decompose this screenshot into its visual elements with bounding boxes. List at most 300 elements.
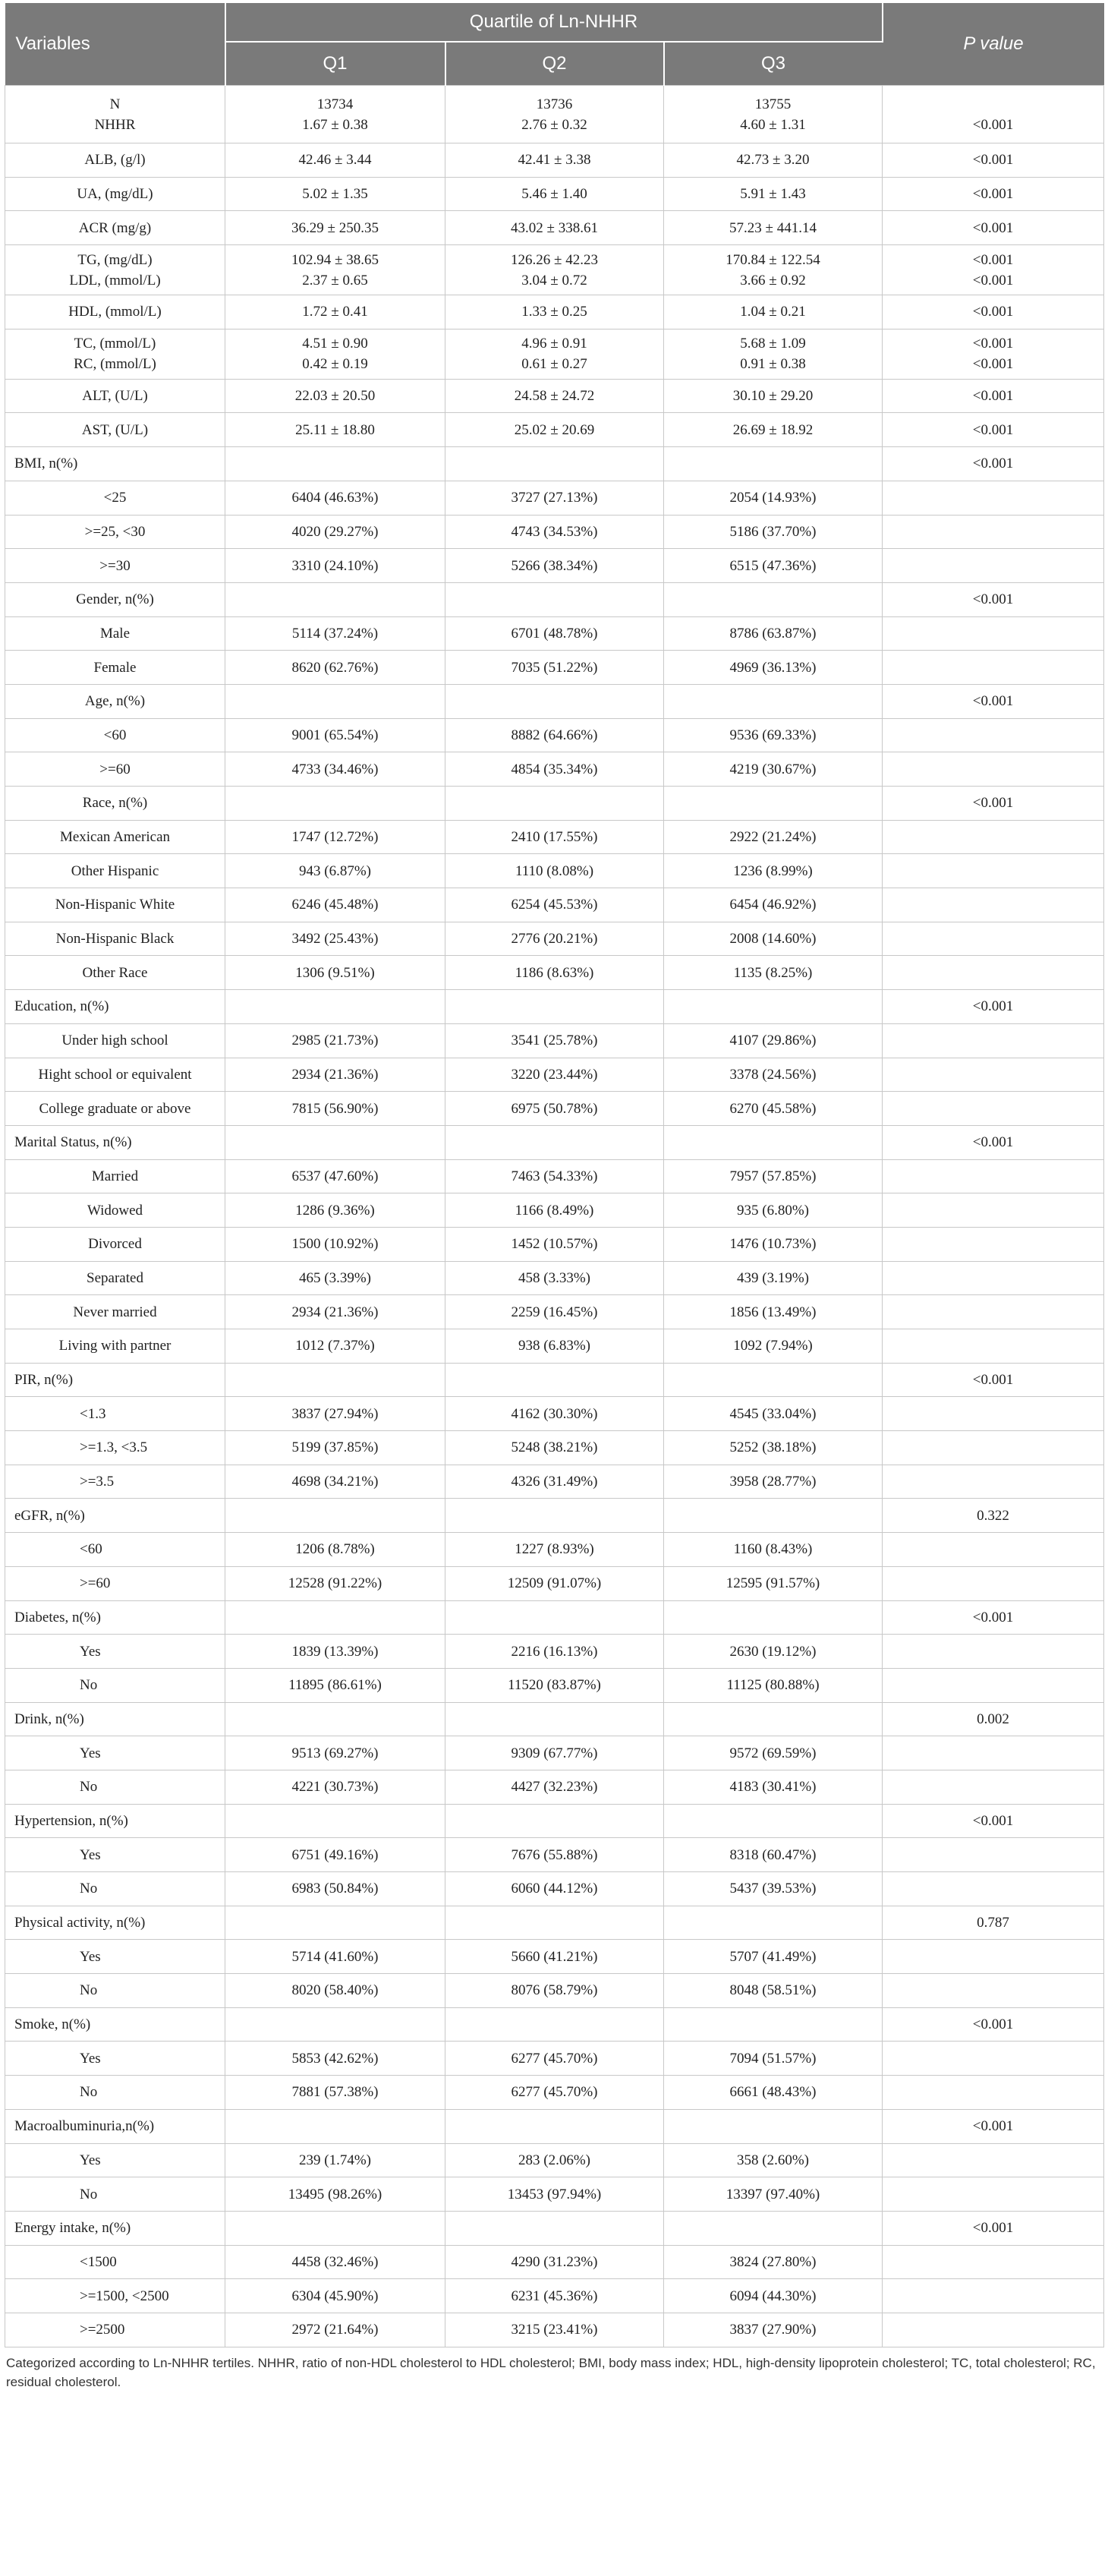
cell-q3: 1092 (7.94%) — [664, 1329, 883, 1364]
cell-p-value: <0.001 — [883, 2109, 1104, 2143]
cell-p-value: <0.001 — [883, 295, 1104, 329]
row-label: >=1500, <2500 — [5, 2279, 225, 2313]
cell-q3: 42.73 ± 3.20 — [664, 143, 883, 178]
table-row — [5, 1227, 1104, 1261]
table-container — [5, 3, 1103, 2392]
cell-q1 — [225, 1702, 445, 1736]
cell-q1: 11895 (86.61%) — [225, 1668, 445, 1702]
cell-q2: 1110 (8.08%) — [445, 854, 664, 888]
cell-q3: 6094 (44.30%) — [664, 2279, 883, 2313]
cell-q3: 5186 (37.70%) — [664, 515, 883, 549]
cell-q3 — [664, 1499, 883, 1533]
row-label: <1.3 — [5, 1397, 225, 1431]
cell-q3: 3837 (27.90%) — [664, 2313, 883, 2347]
cell-q2: 8882 (64.66%) — [445, 718, 664, 752]
cell-q3: 2630 (19.12%) — [664, 1635, 883, 1669]
cell-q1: 5199 (37.85%) — [225, 1431, 445, 1465]
table-row — [5, 2143, 1104, 2177]
table-row — [5, 854, 1104, 888]
header-q1: Q1 — [225, 42, 445, 86]
cell-q3: 6270 (45.58%) — [664, 1092, 883, 1126]
row-label: Hypertension, n(%) — [5, 1804, 225, 1838]
cell-q2: 4326 (31.49%) — [445, 1465, 664, 1499]
row-label: Separated — [5, 1261, 225, 1295]
cell-q2: 9309 (67.77%) — [445, 1736, 664, 1770]
cell-p-value: 0.787 — [883, 1906, 1104, 1940]
table-row — [5, 143, 1104, 178]
cell-p-value: <0.001 — [883, 379, 1104, 413]
table-row — [5, 2042, 1104, 2076]
cell-p-value — [883, 854, 1104, 888]
cell-q2: 25.02 ± 20.69 — [445, 413, 664, 447]
table-row — [5, 888, 1104, 922]
row-label: No — [5, 2076, 225, 2110]
cell-q2 — [445, 1906, 664, 1940]
table-row — [5, 515, 1104, 549]
cell-q3 — [664, 2211, 883, 2245]
row-label: Divorced — [5, 1227, 225, 1261]
cell-q1: 3492 (25.43%) — [225, 922, 445, 956]
cell-q1: 42.46 ± 3.44 — [225, 143, 445, 178]
row-label: No — [5, 1770, 225, 1804]
cell-p-value — [883, 2279, 1104, 2313]
cell-q2: 7463 (54.33%) — [445, 1159, 664, 1193]
cell-q3 — [664, 1600, 883, 1635]
cell-q3: 5.91 ± 1.43 — [664, 177, 883, 211]
cell-q2: 3220 (23.44%) — [445, 1058, 664, 1092]
cell-q2 — [445, 2109, 664, 2143]
cell-q2 — [445, 787, 664, 821]
cell-p-value — [883, 1566, 1104, 1600]
cell-q2: 6277 (45.70%) — [445, 2076, 664, 2110]
cell-p-value — [883, 1092, 1104, 1126]
cell-q2 — [445, 1600, 664, 1635]
cell-q1: 36.29 ± 250.35 — [225, 211, 445, 245]
cell-q1: 3310 (24.10%) — [225, 549, 445, 583]
cell-q2: 5.46 ± 1.40 — [445, 177, 664, 211]
cell-q1: 6304 (45.90%) — [225, 2279, 445, 2313]
cell-q3: 13755 4.60 ± 1.31 — [664, 86, 883, 143]
cell-q3 — [664, 2007, 883, 2042]
cell-q1: 5853 (42.62%) — [225, 2042, 445, 2076]
cell-q1: 6246 (45.48%) — [225, 888, 445, 922]
table-row — [5, 1261, 1104, 1295]
cell-q3: 4545 (33.04%) — [664, 1397, 883, 1431]
cell-p-value: <0.001 — [883, 447, 1104, 481]
cell-q2: 42.41 ± 3.38 — [445, 143, 664, 178]
table-row — [5, 379, 1104, 413]
cell-q3: 30.10 ± 29.20 — [664, 379, 883, 413]
cell-q3: 7957 (57.85%) — [664, 1159, 883, 1193]
cell-q2: 12509 (91.07%) — [445, 1566, 664, 1600]
table-row — [5, 990, 1104, 1024]
cell-q3: 1476 (10.73%) — [664, 1227, 883, 1261]
cell-p-value: <0.001 — [883, 2211, 1104, 2245]
table-row — [5, 1940, 1104, 1974]
cell-q1 — [225, 582, 445, 616]
row-label: Yes — [5, 1635, 225, 1669]
cell-q2: 2776 (20.21%) — [445, 922, 664, 956]
cell-p-value — [883, 1193, 1104, 1228]
cell-p-value — [883, 2245, 1104, 2279]
cell-q3: 8048 (58.51%) — [664, 1974, 883, 2008]
cell-q1: 5714 (41.60%) — [225, 1940, 445, 1974]
cell-q2 — [445, 684, 664, 718]
table-row — [5, 1838, 1104, 1872]
cell-q2: 1227 (8.93%) — [445, 1533, 664, 1567]
row-label: Gender, n(%) — [5, 582, 225, 616]
row-label: Yes — [5, 1940, 225, 1974]
cell-q2: 13736 2.76 ± 0.32 — [445, 86, 664, 143]
cell-p-value: <0.001 — [883, 2007, 1104, 2042]
cell-q3: 4183 (30.41%) — [664, 1770, 883, 1804]
cell-p-value — [883, 820, 1104, 854]
cell-q2 — [445, 582, 664, 616]
row-label: Male — [5, 616, 225, 651]
cell-q3: 7094 (51.57%) — [664, 2042, 883, 2076]
row-label: Marital Status, n(%) — [5, 1125, 225, 1159]
header-q2: Q2 — [445, 42, 664, 86]
cell-q2: 1166 (8.49%) — [445, 1193, 664, 1228]
table-row — [5, 1295, 1104, 1329]
cell-q3 — [664, 2109, 883, 2143]
cell-q1 — [225, 1906, 445, 1940]
cell-q2 — [445, 990, 664, 1024]
cell-p-value — [883, 651, 1104, 685]
cell-q3: 439 (3.19%) — [664, 1261, 883, 1295]
cell-q1: 13734 1.67 ± 0.38 — [225, 86, 445, 143]
cell-q1: 5114 (37.24%) — [225, 616, 445, 651]
cell-q3: 1135 (8.25%) — [664, 956, 883, 990]
table-row — [5, 86, 1104, 143]
cell-p-value: <0.001 — [883, 582, 1104, 616]
cell-q3: 8318 (60.47%) — [664, 1838, 883, 1872]
cell-q1: 9513 (69.27%) — [225, 1736, 445, 1770]
table-header — [5, 3, 1104, 86]
cell-q3: 2054 (14.93%) — [664, 481, 883, 515]
cell-q1: 4458 (32.46%) — [225, 2245, 445, 2279]
cell-q3: 3824 (27.80%) — [664, 2245, 883, 2279]
table-row — [5, 1770, 1104, 1804]
cell-p-value — [883, 1261, 1104, 1295]
row-label: ALT, (U/L) — [5, 379, 225, 413]
cell-p-value — [883, 515, 1104, 549]
cell-q1: 1839 (13.39%) — [225, 1635, 445, 1669]
table-row — [5, 1499, 1104, 1533]
cell-q3: 9572 (69.59%) — [664, 1736, 883, 1770]
cell-q1: 4.51 ± 0.90 0.42 ± 0.19 — [225, 329, 445, 379]
table-row — [5, 616, 1104, 651]
table-row — [5, 1872, 1104, 1906]
cell-q1 — [225, 1125, 445, 1159]
row-label: PIR, n(%) — [5, 1363, 225, 1397]
cell-q3: 5437 (39.53%) — [664, 1872, 883, 1906]
cell-p-value — [883, 1329, 1104, 1364]
cell-q3: 4969 (36.13%) — [664, 651, 883, 685]
table-row — [5, 413, 1104, 447]
cell-q2: 1186 (8.63%) — [445, 956, 664, 990]
row-label: No — [5, 1872, 225, 1906]
table-row — [5, 1397, 1104, 1431]
cell-q2: 3215 (23.41%) — [445, 2313, 664, 2347]
cell-q2: 6231 (45.36%) — [445, 2279, 664, 2313]
cell-q1: 1747 (12.72%) — [225, 820, 445, 854]
cell-q2 — [445, 2211, 664, 2245]
row-label: >=30 — [5, 549, 225, 583]
cell-p-value — [883, 1465, 1104, 1499]
row-label: eGFR, n(%) — [5, 1499, 225, 1533]
cell-q2 — [445, 1125, 664, 1159]
cell-p-value — [883, 1227, 1104, 1261]
cell-q2: 126.26 ± 42.23 3.04 ± 0.72 — [445, 245, 664, 295]
cell-q1 — [225, 1804, 445, 1838]
cell-p-value — [883, 1736, 1104, 1770]
table-row — [5, 2007, 1104, 2042]
cell-q2 — [445, 1702, 664, 1736]
table-row — [5, 1974, 1104, 2008]
cell-q1: 8020 (58.40%) — [225, 1974, 445, 2008]
row-label: College graduate or above — [5, 1092, 225, 1126]
row-label: Age, n(%) — [5, 684, 225, 718]
cell-p-value — [883, 1295, 1104, 1329]
cell-q1: 22.03 ± 20.50 — [225, 379, 445, 413]
cell-q2 — [445, 1363, 664, 1397]
cell-q1: 2972 (21.64%) — [225, 2313, 445, 2347]
table-row — [5, 1193, 1104, 1228]
table-row — [5, 2177, 1104, 2212]
row-label: ACR (mg/g) — [5, 211, 225, 245]
baseline-characteristics-table — [5, 3, 1104, 2347]
cell-p-value — [883, 2076, 1104, 2110]
cell-q1: 25.11 ± 18.80 — [225, 413, 445, 447]
cell-q3 — [664, 447, 883, 481]
table-row — [5, 787, 1104, 821]
row-label: TC, (mmol/L) RC, (mmol/L) — [5, 329, 225, 379]
row-label: Non-Hispanic White — [5, 888, 225, 922]
table-row — [5, 1736, 1104, 1770]
cell-p-value: <0.001 — [883, 413, 1104, 447]
cell-q2: 4162 (30.30%) — [445, 1397, 664, 1431]
cell-q1: 6537 (47.60%) — [225, 1159, 445, 1193]
header-p-value: P value — [883, 3, 1104, 86]
row-label: Yes — [5, 1838, 225, 1872]
cell-q1: 8620 (62.76%) — [225, 651, 445, 685]
cell-p-value: <0.001 — [883, 143, 1104, 178]
cell-q1: 1500 (10.92%) — [225, 1227, 445, 1261]
cell-p-value: <0.001 — [883, 684, 1104, 718]
cell-p-value — [883, 922, 1104, 956]
row-label: >=60 — [5, 1566, 225, 1600]
table-row — [5, 718, 1104, 752]
table-footnote: Categorized according to Ln-NHHR tertiles. NHHR, ratio of non-HDL cholesterol to HDL cholesterol; BMI, body mass index; HDL, high-density lipoprotein cholesterol; TC, total cholesterol; RC, residual cholesterol. — [6, 2355, 1096, 2389]
cell-q1: 12528 (91.22%) — [225, 1566, 445, 1600]
cell-q1 — [225, 2109, 445, 2143]
table-row — [5, 549, 1104, 583]
cell-q2: 2259 (16.45%) — [445, 1295, 664, 1329]
table-row — [5, 1363, 1104, 1397]
cell-q1: 9001 (65.54%) — [225, 718, 445, 752]
row-label: Physical activity, n(%) — [5, 1906, 225, 1940]
cell-q1 — [225, 2007, 445, 2042]
cell-q2: 6701 (48.78%) — [445, 616, 664, 651]
table-row — [5, 1329, 1104, 1364]
cell-q3: 5.68 ± 1.09 0.91 ± 0.38 — [664, 329, 883, 379]
cell-q1: 239 (1.74%) — [225, 2143, 445, 2177]
row-label: Education, n(%) — [5, 990, 225, 1024]
cell-p-value — [883, 2143, 1104, 2177]
row-label: >=3.5 — [5, 1465, 225, 1499]
cell-q1: 13495 (98.26%) — [225, 2177, 445, 2212]
cell-p-value — [883, 549, 1104, 583]
table-row — [5, 820, 1104, 854]
row-label: Married — [5, 1159, 225, 1193]
cell-q3 — [664, 1804, 883, 1838]
cell-q2: 24.58 ± 24.72 — [445, 379, 664, 413]
cell-q1: 4733 (34.46%) — [225, 752, 445, 787]
cell-q3: 6661 (48.43%) — [664, 2076, 883, 2110]
cell-q1: 5.02 ± 1.35 — [225, 177, 445, 211]
cell-p-value — [883, 1838, 1104, 1872]
cell-q2 — [445, 447, 664, 481]
cell-q1: 6404 (46.63%) — [225, 481, 445, 515]
cell-p-value: <0.001 — [883, 1600, 1104, 1635]
cell-q2: 1.33 ± 0.25 — [445, 295, 664, 329]
cell-q1 — [225, 1499, 445, 1533]
cell-q2: 4.96 ± 0.91 0.61 ± 0.27 — [445, 329, 664, 379]
cell-q2: 5266 (38.34%) — [445, 549, 664, 583]
cell-q1: 2934 (21.36%) — [225, 1295, 445, 1329]
table-body — [5, 86, 1104, 2347]
header-quartile-group: Quartile of Ln-NHHR — [225, 3, 883, 42]
header-q3: Q3 — [664, 42, 883, 86]
table-row — [5, 2076, 1104, 2110]
table-row — [5, 2109, 1104, 2143]
row-label: Female — [5, 651, 225, 685]
table-row — [5, 1092, 1104, 1126]
cell-p-value: <0.001 — [883, 990, 1104, 1024]
cell-p-value — [883, 1668, 1104, 1702]
cell-p-value: <0.001 — [883, 86, 1104, 143]
row-label: Diabetes, n(%) — [5, 1600, 225, 1635]
table-row — [5, 1804, 1104, 1838]
table-row — [5, 245, 1104, 295]
row-label: TG, (mg/dL) LDL, (mmol/L) — [5, 245, 225, 295]
row-label: AST, (U/L) — [5, 413, 225, 447]
row-label: <1500 — [5, 2245, 225, 2279]
table-row — [5, 1159, 1104, 1193]
row-label: BMI, n(%) — [5, 447, 225, 481]
cell-q1: 1206 (8.78%) — [225, 1533, 445, 1567]
cell-p-value: <0.001 — [883, 787, 1104, 821]
cell-q1: 1.72 ± 0.41 — [225, 295, 445, 329]
cell-q2: 3727 (27.13%) — [445, 481, 664, 515]
cell-q2 — [445, 2007, 664, 2042]
table-row — [5, 1906, 1104, 1940]
cell-q2: 13453 (97.94%) — [445, 2177, 664, 2212]
cell-q2: 6254 (45.53%) — [445, 888, 664, 922]
row-label: Never married — [5, 1295, 225, 1329]
cell-q3 — [664, 990, 883, 1024]
cell-q2: 8076 (58.79%) — [445, 1974, 664, 2008]
cell-q2: 11520 (83.87%) — [445, 1668, 664, 1702]
cell-q2: 6277 (45.70%) — [445, 2042, 664, 2076]
table-row — [5, 2313, 1104, 2347]
row-label: <60 — [5, 1533, 225, 1567]
cell-q3: 6454 (46.92%) — [664, 888, 883, 922]
cell-q3: 1236 (8.99%) — [664, 854, 883, 888]
row-label: Widowed — [5, 1193, 225, 1228]
cell-q3: 4107 (29.86%) — [664, 1023, 883, 1058]
row-label: Non-Hispanic Black — [5, 922, 225, 956]
row-label: Yes — [5, 2042, 225, 2076]
row-label: No — [5, 2177, 225, 2212]
cell-p-value — [883, 1770, 1104, 1804]
row-label: >=60 — [5, 752, 225, 787]
row-label: Yes — [5, 2143, 225, 2177]
cell-q3: 8786 (63.87%) — [664, 616, 883, 651]
cell-p-value — [883, 1431, 1104, 1465]
table-row — [5, 1533, 1104, 1567]
cell-q2: 2216 (16.13%) — [445, 1635, 664, 1669]
cell-q3 — [664, 684, 883, 718]
cell-p-value — [883, 2313, 1104, 2347]
table-row — [5, 651, 1104, 685]
cell-q3: 12595 (91.57%) — [664, 1566, 883, 1600]
row-label: <25 — [5, 481, 225, 515]
row-label: N NHHR — [5, 86, 225, 143]
cell-q3 — [664, 1906, 883, 1940]
cell-p-value — [883, 2042, 1104, 2076]
cell-q3: 3378 (24.56%) — [664, 1058, 883, 1092]
cell-p-value: <0.001 <0.001 — [883, 245, 1104, 295]
cell-p-value: <0.001 — [883, 211, 1104, 245]
row-label: HDL, (mmol/L) — [5, 295, 225, 329]
cell-q1: 465 (3.39%) — [225, 1261, 445, 1295]
cell-p-value: <0.001 — [883, 1804, 1104, 1838]
row-label: >=2500 — [5, 2313, 225, 2347]
cell-q2: 7676 (55.88%) — [445, 1838, 664, 1872]
table-row — [5, 177, 1104, 211]
table-row — [5, 1566, 1104, 1600]
cell-q2 — [445, 1499, 664, 1533]
cell-p-value: 0.002 — [883, 1702, 1104, 1736]
table-row — [5, 922, 1104, 956]
cell-q2: 4854 (35.34%) — [445, 752, 664, 787]
cell-p-value — [883, 1533, 1104, 1567]
cell-q3 — [664, 1363, 883, 1397]
cell-q1: 2934 (21.36%) — [225, 1058, 445, 1092]
table-row — [5, 1635, 1104, 1669]
table-row — [5, 1023, 1104, 1058]
cell-q2: 5660 (41.21%) — [445, 1940, 664, 1974]
cell-q1: 2985 (21.73%) — [225, 1023, 445, 1058]
cell-q2 — [445, 1804, 664, 1838]
table-row — [5, 1600, 1104, 1635]
table-row — [5, 2211, 1104, 2245]
table-row — [5, 447, 1104, 481]
cell-p-value — [883, 956, 1104, 990]
row-label: UA, (mg/dL) — [5, 177, 225, 211]
row-label: Living with partner — [5, 1329, 225, 1364]
cell-q3: 1856 (13.49%) — [664, 1295, 883, 1329]
cell-p-value — [883, 481, 1104, 515]
table-row — [5, 295, 1104, 329]
table-row — [5, 1058, 1104, 1092]
cell-p-value: <0.001 — [883, 1363, 1104, 1397]
row-label: <60 — [5, 718, 225, 752]
cell-q3 — [664, 1702, 883, 1736]
cell-q1: 4221 (30.73%) — [225, 1770, 445, 1804]
